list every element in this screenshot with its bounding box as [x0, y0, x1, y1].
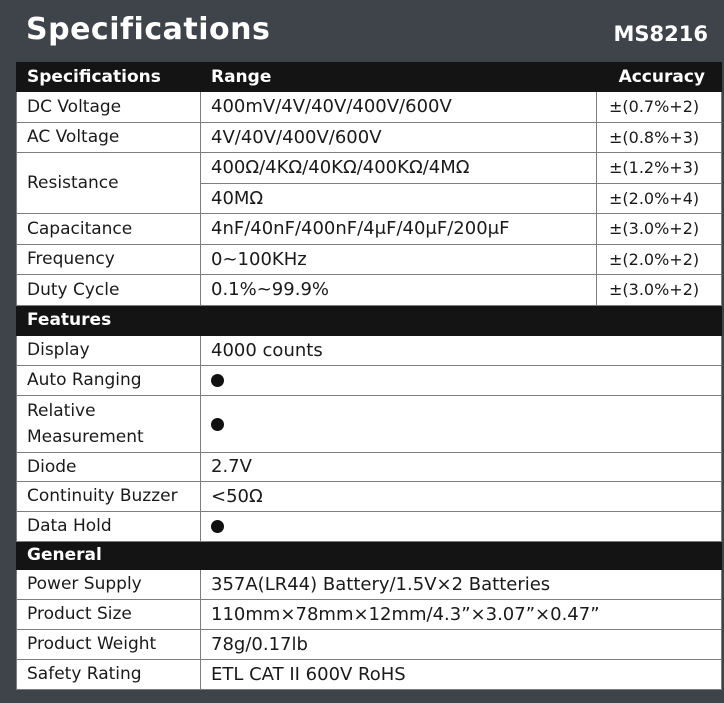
general-value: 78g/0.17lb: [201, 630, 722, 660]
table-row: [17, 123, 722, 153]
feature-name: Relative Measurement: [17, 396, 201, 453]
section-header-specifications: [17, 63, 722, 92]
spec-accuracy: ±(3.0%+2): [597, 214, 722, 245]
general-value: 357A(LR44) Battery/1.5V×2 Batteries: [201, 570, 722, 600]
table-row: [17, 92, 722, 123]
general-name: Power Supply: [17, 570, 201, 600]
spec-name: DC Voltage: [17, 92, 201, 123]
page-header: [0, 0, 724, 62]
bullet-dot-icon: [211, 520, 224, 533]
table-row: [17, 512, 722, 542]
table-row: [17, 660, 722, 690]
spec-table: [16, 62, 722, 690]
feature-value: 4000 counts: [201, 336, 722, 366]
spec-range: 4nF/40nF/400nF/4μF/40μF/200μF: [201, 214, 597, 245]
spec-range: 4V/40V/400V/600V: [201, 123, 597, 153]
section-header-general: [17, 542, 722, 570]
feature-value: [201, 366, 722, 396]
bullet-dot-icon: [211, 374, 224, 387]
spec-accuracy: ±(3.0%+2): [597, 275, 722, 306]
table-row: [17, 214, 722, 245]
table-row: [17, 396, 722, 453]
column-header-range: Range: [201, 63, 597, 92]
bullet-dot-icon: [211, 418, 224, 431]
general-name: Safety Rating: [17, 660, 201, 690]
spec-range: 40MΩ: [201, 184, 597, 214]
spec-name: Frequency: [17, 245, 201, 275]
spec-name: Resistance: [17, 153, 201, 214]
spec-name: Duty Cycle: [17, 275, 201, 306]
spec-range: 400Ω/4KΩ/40KΩ/400KΩ/4MΩ: [201, 153, 597, 184]
spec-range: 400mV/4V/40V/400V/600V: [201, 92, 597, 123]
section-title: General: [17, 542, 722, 570]
feature-name: Data Hold: [17, 512, 201, 542]
feature-value: [201, 512, 722, 542]
spec-accuracy: ±(0.7%+2): [597, 92, 722, 123]
table-row: [17, 153, 722, 184]
spec-name: Capacitance: [17, 214, 201, 245]
spec-range: 0.1%~99.9%: [201, 275, 597, 306]
table-row: [17, 570, 722, 600]
model-number: MS8216: [613, 22, 708, 46]
section-title: Specifications: [17, 63, 201, 92]
spec-range: 0~100KHz: [201, 245, 597, 275]
general-value: 110mm×78mm×12mm/4.3”×3.07”×0.47”: [201, 600, 722, 630]
general-name: Product Size: [17, 600, 201, 630]
table-row: [17, 453, 722, 482]
table-row: [17, 630, 722, 660]
spec-accuracy: ±(2.0%+2): [597, 245, 722, 275]
table-row: [17, 275, 722, 306]
general-value: ETL CAT II 600V RoHS: [201, 660, 722, 690]
spec-accuracy: ±(1.2%+3): [597, 153, 722, 184]
spec-name: AC Voltage: [17, 123, 201, 153]
spec-accuracy: ±(2.0%+4): [597, 184, 722, 214]
section-header-features: [17, 306, 722, 336]
feature-name: Diode: [17, 453, 201, 482]
page-title: Specifications: [26, 12, 271, 47]
spec-accuracy: ±(0.8%+3): [597, 123, 722, 153]
feature-value: [201, 396, 722, 453]
feature-value: 2.7V: [201, 453, 722, 482]
table-row: [17, 366, 722, 396]
feature-name: Display: [17, 336, 201, 366]
table-row: [17, 336, 722, 366]
general-name: Product Weight: [17, 630, 201, 660]
feature-name: Auto Ranging: [17, 366, 201, 396]
section-title: Features: [17, 306, 722, 336]
table-row: [17, 245, 722, 275]
feature-name: Continuity Buzzer: [17, 482, 201, 512]
table-row: [17, 600, 722, 630]
feature-value: <50Ω: [201, 482, 722, 512]
column-header-accuracy: Accuracy: [597, 63, 722, 92]
table-row: [17, 482, 722, 512]
